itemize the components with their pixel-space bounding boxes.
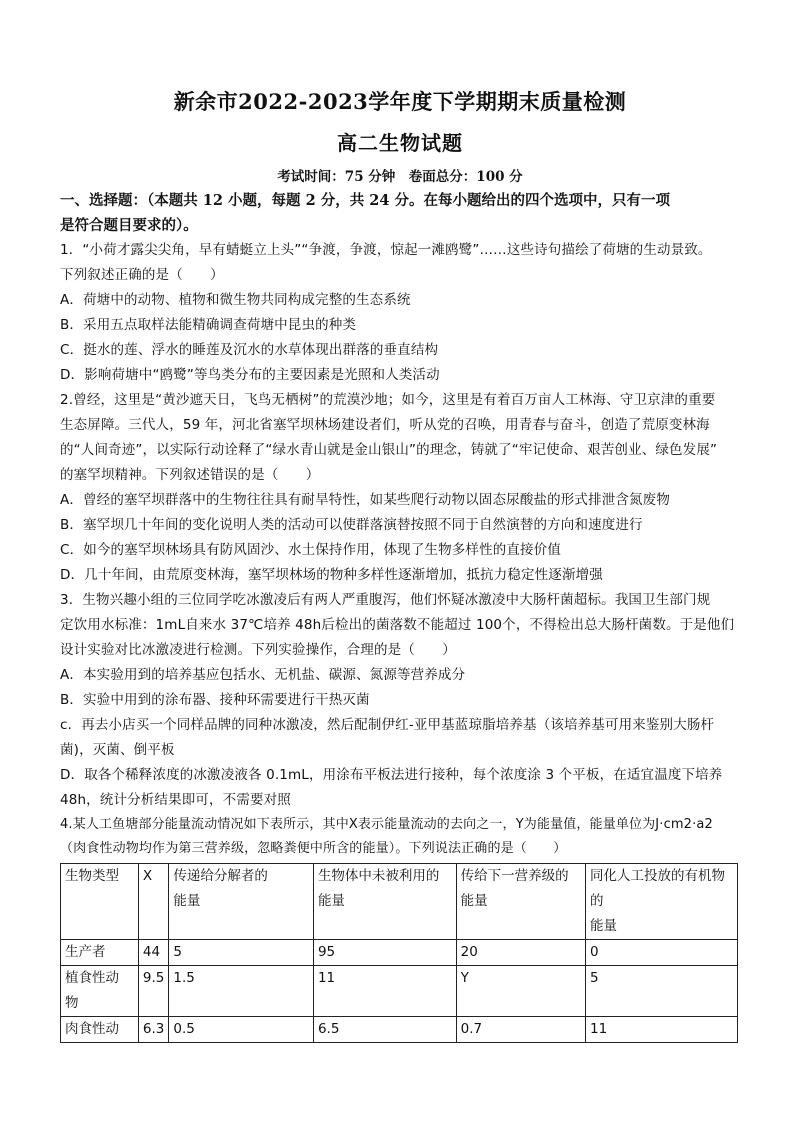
option-c: C．挺水的莲、浮水的睡莲及沉水的水草体现出群落的垂直结构	[60, 342, 439, 358]
table-header-row	[61, 864, 738, 940]
table-cell: 11	[313, 966, 456, 1017]
option-a: A．曾经的塞罕坝群落中的生物往往具有耐旱特性，如某些爬行动物以固态尿酸盐的形式排泄含氮废物	[60, 492, 670, 508]
table-cell: 肉食性动	[61, 1017, 139, 1043]
table-cell: 0.7	[456, 1017, 585, 1043]
option-d: D．几十年间，由荒原变林海，塞罕坝林场的物种多样性逐渐增加，抵抗力稳定性逐渐增强	[60, 567, 603, 583]
section-heading: 一、选择题：（本题共 12 小题，每题 2 分，共 24 分。在每小题给出的四个选项中，只有一项	[60, 192, 670, 209]
question-3	[60, 588, 740, 813]
table-cell: 6.3	[138, 1017, 168, 1043]
question-2	[60, 388, 740, 588]
table-row	[61, 1017, 738, 1043]
table-header-cell: 传给下一营养级的 能量	[456, 864, 585, 940]
table-header-cell: X	[138, 864, 168, 940]
table-cell: 5	[169, 940, 314, 966]
question-text: 1．“小荷才露尖尖角，早有蜻蜓立上头”“争渡，争渡，惊起一滩鸥鹭”……这些诗句描绘了荷塘的生动景致。	[60, 242, 712, 258]
table-cell: 6.5	[313, 1017, 456, 1043]
option-d-continued: 48h，统计分析结果即可，不需要对照	[60, 792, 291, 808]
exam-info: 考试时间：75 分钟 卷面总分：100 分	[277, 169, 523, 185]
option-b: B．塞罕坝几十年间的变化说明人类的活动可以使群落演替按照不同于自然演替的方向和速度进行	[60, 517, 643, 533]
option-a: A．本实验用到的培养基应包括水、无机盐、碳源、氮源等营养成分	[60, 667, 466, 683]
question-text: 2.曾经，这里是“黄沙遮天日，飞鸟无栖树”的荒漠沙地；如今，这里是有着百万亩人工林海、守卫京津的重要	[60, 392, 716, 408]
question-text: 4.某人工鱼塘部分能量流动情况如下表所示，其中X表示能量流动的去向之一，Y为能量值，能量单位为J·cm2·a2	[60, 817, 713, 832]
option-b: B．采用五点取样法能精确调查荷塘中昆虫的种类	[60, 317, 357, 333]
table-cell: 植食性动 物	[61, 966, 139, 1017]
table-header-cell: 生物类型	[61, 864, 139, 940]
question-text: 的“人间奇迹”，以实际行动诠释了“绿水青山就是金山银山”的理念，铸就了“牢记使命、艰苦创业、绿色发展”	[60, 442, 718, 458]
table-row	[61, 966, 738, 1017]
table-cell: 9.5	[138, 966, 168, 1017]
question-text: 3．生物兴趣小组的三位同学吃冰激凌后有两人严重腹泻，他们怀疑冰激凌中大肠杆菌超标。我国卫生部门规	[60, 592, 711, 608]
question-4	[60, 813, 740, 861]
option-d: D．影响荷塘中“鸥鹭”等鸟类分布的主要因素是光照和人类活动	[60, 367, 440, 383]
question-text: 生态屏障。三代人，59 年，河北省塞罕坝林场建设者们，听从党的召唤，用青春与奋斗，创造了荒原变林海	[60, 417, 710, 433]
table-cell: Y	[456, 966, 585, 1017]
section-heading: 是符合题目要求的）。	[60, 217, 198, 234]
question-text: （肉食性动物均作为第三营养级，忽略粪便中所含的能量）。下列说法正确的是（ ）	[60, 841, 567, 856]
table-cell: 44	[138, 940, 168, 966]
table-header-cell: 传递给分解者的 能量	[169, 864, 314, 940]
table-header-cell: 生物体中未被利用的 能量	[313, 864, 456, 940]
table-row	[61, 940, 738, 966]
paper-subtitle: 高二生物试题	[337, 131, 463, 155]
exam-paper	[60, 88, 740, 1043]
question-1	[60, 238, 740, 388]
paper-title: 新余市2022-2023学年度下学期期末质量检测	[173, 89, 627, 114]
option-b: B．实验中用到的涂布器、接种环需要进行干热灭菌	[60, 692, 370, 708]
table-cell: 生产者	[61, 940, 139, 966]
table-cell: 0.5	[169, 1017, 314, 1043]
question-text: 定饮用水标准：1mL自来水 37℃培养 48h后检出的菌落数不能超过 100个，不得检出总大肠杆菌数。于是他们	[60, 617, 735, 633]
question-text: 下列叙述正确的是（ ）	[60, 267, 224, 283]
table-cell: 0	[586, 940, 738, 966]
question-text: 的塞罕坝精神。下列叙述错误的是（ ）	[60, 467, 320, 483]
energy-flow-table	[60, 863, 738, 1043]
option-a: A．荷塘中的动物、植物和微生物共同构成完整的生态系统	[60, 292, 411, 308]
option-d: D．取各个稀释浓度的冰激凌液各 0.1mL，用涂布平板法进行接种，每个浓度涂 3 个平板，在适宜温度下培养	[60, 767, 723, 783]
table-cell: 11	[586, 1017, 738, 1043]
option-c: c．再去小店买一个同样品牌的同种冰激凌，然后配制伊红-亚甲基蓝琼脂培养基（该培养基可用来鉴别大肠杆	[60, 717, 715, 733]
table-cell: 1.5	[169, 966, 314, 1017]
question-text: 设计实验对比冰激凌进行检测。下列实验操作，合理的是（ ）	[60, 642, 456, 658]
table-header-cell: 同化人工投放的有机物的 能量	[586, 864, 738, 940]
option-c-continued: 菌)，灭菌、倒平板	[60, 742, 175, 758]
table-cell: 95	[313, 940, 456, 966]
option-c: C．如今的塞罕坝林场具有防风固沙、水土保持作用，体现了生物多样性的直接价值	[60, 542, 561, 558]
table-cell: 5	[586, 966, 738, 1017]
table-cell: 20	[456, 940, 585, 966]
